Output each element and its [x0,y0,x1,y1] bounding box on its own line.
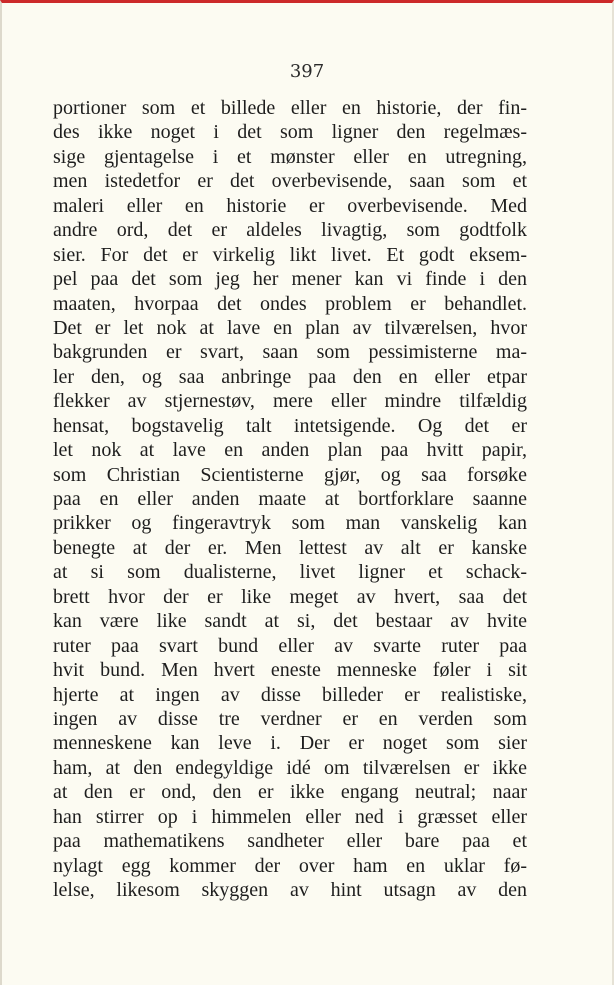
text-line: brett hvor der er like meget av hvert, saa det [53,585,527,608]
text-line: ler den, og saa anbringe paa den en eller etpar [53,365,527,388]
text-line: benegte at der er. Men lettest av alt er kanske [53,536,527,559]
text-line: flekker av stjernestøv, mere eller mindre tilfældig [53,390,527,413]
body-text [53,96,527,902]
text-line: sier. For det er virkelig likt livet. Et godt eksem- [53,243,527,266]
text-line: kan være like sandt at si, det bestaar av hvite [53,610,527,633]
text-line: des ikke noget i det som ligner den regelmæs- [53,121,527,144]
text-line: ham, at den endegyldige idé om tilværelsen er ikke [53,756,527,779]
page-number: 397 [289,61,325,82]
text-line: sige gjentagelse i et mønster eller en utregning, [53,145,527,168]
text-line: som Christian Scientisterne gjør, og saa forsøke [53,463,527,486]
text-line: lelse, likesom skyggen av hint utsagn av den [53,879,527,901]
text-line: andre ord, det er aldeles livagtig, som godtfolk [53,219,527,242]
text-line: portioner som et billede eller en historie, der fin- [53,97,527,119]
text-line: ingen av disse tre verdner er en verden som [53,707,527,730]
text-line: ruter paa svart bund eller av svarte ruter paa [53,634,527,657]
text-line: at si som dualisterne, livet ligner et schack- [53,561,527,584]
text-line: let nok at lave en anden plan paa hvitt papir, [53,439,527,462]
text-line: han stirrer op i himmelen eller ned i græsset eller [53,805,527,828]
text-line: paa mathematikens sandheter eller bare paa et [53,830,527,853]
text-line: men istedetfor er det overbevisende, saan som et [53,170,527,193]
text-line: maleri eller en historie er overbevisende. Med [53,194,527,217]
text-line: paa en eller anden maate at bortforklare saanne [53,488,527,510]
text-line: bakgrunden er svart, saan som pessimisterne ma- [53,341,527,364]
text-line: hjerte at ingen av disse billeder er realistiske, [53,683,527,706]
text-line: hvit bund. Men hvert eneste menneske føler i sit [53,659,527,682]
text-line: menneskene kan leve i. Der er noget som sier [53,732,527,755]
text-line: Det er let nok at lave en plan av tilværelsen, hvor [53,316,527,339]
text-line: prikker og fingeravtryk som man vanskelig kan [53,512,527,535]
text-line: maaten, hvorpaa det ondes problem er behandlet. [53,292,527,315]
text-line: nylagt egg kommer der over ham en uklar fø- [53,854,527,877]
text-line: pel paa det som jeg her mener kan vi finde i den [53,268,527,291]
text-line: hensat, bogstavelig talt intetsigende. Og det er [53,414,527,437]
text-line: at den er ond, den er ikke engang neutral; naar [53,781,527,804]
